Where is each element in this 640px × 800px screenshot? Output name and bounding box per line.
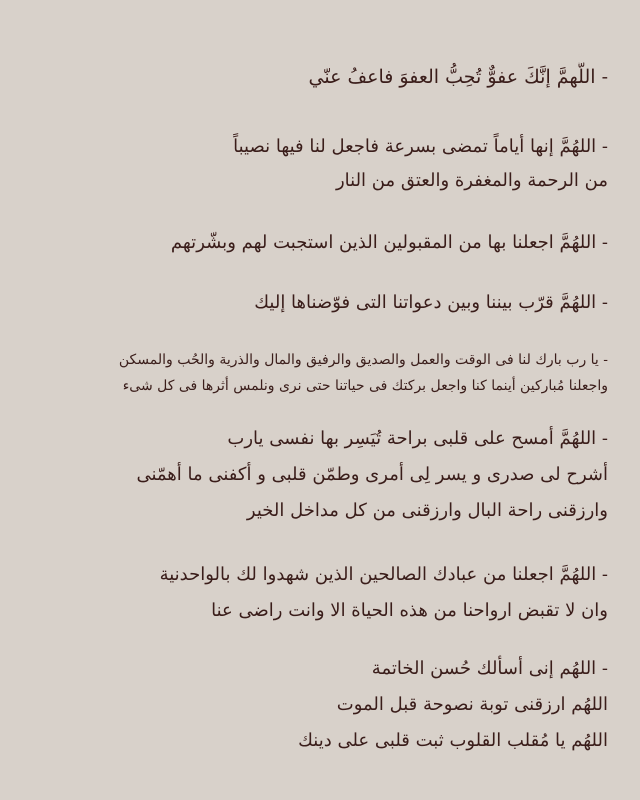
dua-8-line-1: - اللهُم إنى أسألك حُسن الخاتمة bbox=[371, 658, 608, 679]
dua-3-line-1: - اللهُمَّ اجعلنا بها من المقبولين الذين استجبت لهم وبشّرتهم bbox=[170, 232, 608, 253]
dua-7-line-2: وان لا تقبض ارواحنا من هذه الحياة الا وانت راضى عنا bbox=[211, 600, 608, 621]
dua-6-line-3: وارزقنى راحة البال وارزقنى من كل مداخل الخير bbox=[246, 500, 608, 521]
dua-1-line-1: - اللَّهمَّ إنَّكَ عفوٌّ تُحِبُّ العفوَ فاعفُ عنّي bbox=[308, 66, 608, 88]
dua-7-line-1: - اللهُمَّ اجعلنا من عبادك الصالحين الذين شهدوا لك بالواحدنية bbox=[159, 564, 608, 585]
dua-6-line-2: أشرح لى صدرى و يسر لِى أمرى وطمّن قلبى و أكفنى ما أهمّنى bbox=[136, 464, 608, 485]
dua-5-line-1: - يا رب بارك لنا فى الوقت والعمل والصديق والرفيق والمال والذرية والحُب والمسكن bbox=[118, 352, 608, 368]
dua-4-line-1: - اللهُمَّ قرّب بيننا وبين دعواتنا التى فوّضناها إليك bbox=[254, 292, 608, 313]
dua-2-line-1: - اللهُمَّ إنها أياماً تمضى بسرعة فاجعل لنا فيها نصيباً bbox=[233, 136, 608, 157]
dua-8-line-2: اللهُم ارزقنى توبة نصوحة قبل الموت bbox=[336, 694, 608, 715]
dua-5-line-2: واجعلنا مُباركين أينما كنا واجعل بركتك فى حياتنا حتى نرى ونلمس أثرها فى كل شىء bbox=[122, 378, 608, 394]
dua-6-line-1: - اللهُمَّ أمسح على قلبى براحة تُيَسِر بها نفسى يارب bbox=[227, 428, 608, 449]
dua-8-line-3: اللهُم يا مُقلب القلوب ثبت قلبى على دينك bbox=[298, 730, 608, 751]
dua-2-line-2: من الرحمة والمغفرة والعتق من النار bbox=[335, 170, 608, 191]
